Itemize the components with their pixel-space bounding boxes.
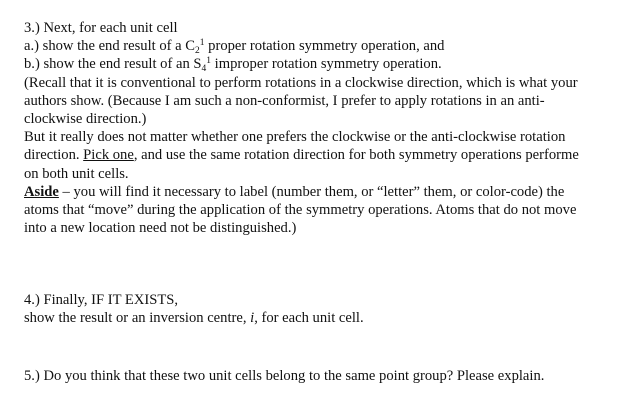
spacer [24,237,622,291]
q3-recall-text-3: clockwise direction.) [24,110,147,127]
q4-heading-text: 4.) Finally, IF IT EXISTS, [24,292,179,309]
inversion-symbol: i [250,310,255,327]
q3-direction-text-1: But it really does not matter whether one prefers the clockwise or the anti-clockwise rotation [24,129,566,146]
q3-direction-line-2 [24,146,622,164]
q3-direction-text-2b: , and use the same rotation direction for both symmetry operations performe [133,147,579,164]
q3-recall-line-3 [24,110,622,128]
q3-aside-line-2 [24,201,622,219]
q3-recall-line-1 [24,74,622,92]
q4-body-text-end: , for each unit cell. [254,310,364,327]
s4-subscript: 4 [201,64,207,75]
q3-part-a-text: a.) show the end result of a C [24,38,196,55]
q3-aside-line-3 [24,219,622,237]
q3-recall-line-2 [24,92,622,110]
q5-question [24,367,622,385]
q3-aside-line-1 [24,183,622,201]
q3-part-b-text: b.) show the end result of an S [24,56,202,73]
q3-heading-text: 3.) Next, for each unit cell [24,20,178,36]
q4-body [24,309,622,327]
document-body [24,19,622,385]
c2-superscript: 1 [199,38,205,49]
aside-label: Aside [24,183,59,200]
q5-question-text: 5.) Do you think that these two unit cells belong to the same point group? Please explain. [24,367,545,384]
q3-direction-text-3: on both unit cells. [24,165,129,182]
q3-part-a-text-end: proper rotation symmetry operation, and [204,38,445,55]
c2-subscript: 2 [195,46,200,57]
q3-part-a [24,37,622,55]
q3-direction-line-3 [24,165,622,183]
q3-recall-text-1: (Recall that it is conventional to perform rotations in a clockwise direction, which is what your [24,74,578,91]
q4-heading [24,291,622,309]
q3-part-b-text-end: improper rotation symmetry operation. [211,56,442,73]
spacer [24,328,622,367]
q3-aside-text-2: atoms that “move” during the application of the symmetry operations. Atoms that do not move [24,201,577,218]
pick-one-underlined: Pick one [83,147,134,164]
q3-direction-text-2a: direction. [24,147,84,164]
q3-aside-text-3: into a new location need not be distinguished.) [24,220,297,237]
s4-superscript: 1 [206,56,212,67]
q4-body-text: show the result or an inversion centre, [24,310,251,327]
q3-aside-text-1: – you will find it necessary to label (number them, or “letter” them, or color-code) the [58,183,565,200]
q3-recall-text-2: authors show. (Because I am such a non-conformist, I prefer to apply rotations in an anti- [24,92,545,109]
q3-heading [24,19,622,37]
q3-part-b [24,55,622,73]
q3-direction-line-1 [24,128,622,146]
